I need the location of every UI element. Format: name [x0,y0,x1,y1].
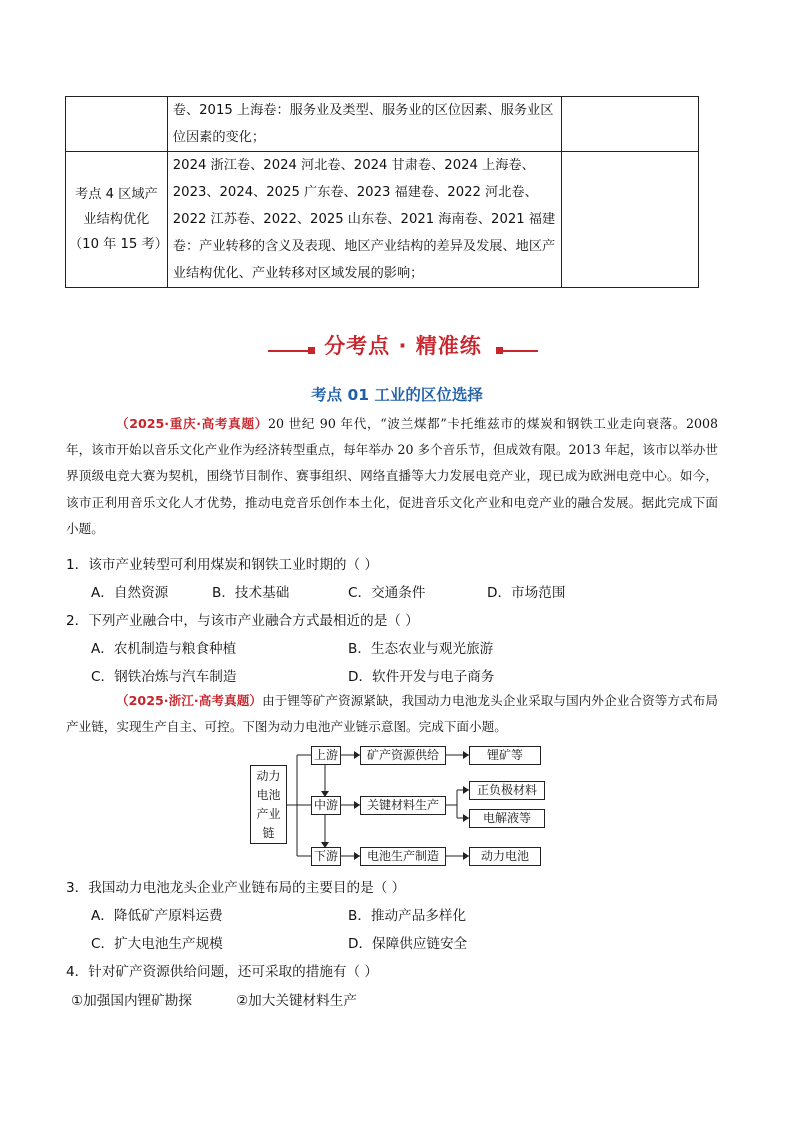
table-cell-content: 卷、2015 上海卷：服务业及类型、服务业的区位因素、服务业区位因素的变化； [167,97,561,152]
q2-option-c[interactable]: C．钢铁冶炼与汽车制造 [91,669,237,685]
topic-label: 业结构优化 [83,212,150,227]
q3-option-d[interactable]: D．保障供应链安全 [348,936,468,952]
battery-industry-chain-diagram [247,742,547,870]
diagram-node-battery-manufacturing: 电池生产制造 [360,847,446,866]
q3-option-c[interactable]: C．扩大电池生产规模 [91,936,223,952]
q1-option-d[interactable]: D．市场范围 [487,585,566,601]
diagram-node-mineral-supply: 矿产资源供给 [360,746,446,765]
source-tag: （2025·重庆·高考真题） [116,416,268,431]
question-1-stem: 1．该市产业转型可利用煤炭和钢铁工业时期的（ ） [66,557,379,573]
topic-frequency: （10 年 15 考） [69,237,168,252]
diagram-output-electrode: 正负极材料 [469,781,545,800]
table-cell-empty [561,97,698,152]
q1-option-a[interactable]: A．自然资源 [91,585,169,601]
passage-text: 由于锂等矿产资源紧缺，我国动力电池龙头企业采取与国内外企业合资等方式布局产业链，实现生产自主、可控。下图为动力电池产业链示意图。完成下面小题。 [66,693,718,735]
passage-2 [66,688,718,740]
passage-1 [66,411,718,542]
q2-option-a[interactable]: A．农机制造与粮食种植 [91,641,237,657]
diagram-upstream: 上游 [311,746,341,765]
source-tag: （2025·浙江·高考真题） [116,693,263,708]
question-2-stem: 2．下列产业融合中，与该市产业融合方式最相近的是（ ） [66,613,419,629]
table-row [66,97,699,152]
table-cell-topic [66,97,168,152]
decor-line-left [268,350,312,352]
question-4-stem: 4．针对矿产资源供给问题，还可采取的措施有（ ） [66,964,379,980]
q4-item-1: ①加强国内锂矿勘探 [71,993,192,1009]
decor-line-right [500,350,538,352]
table-cell-content: 2024 浙江卷、2024 河北卷、2024 甘肃卷、2024 上海卷、2023、2024、2025 广东卷、2023 福建卷、2022 河北卷、2022 江苏卷、2022、2025 山东卷、2021 海南卷、2021 福建卷：产业转移的含义及表现、地区产业结构的差异及发展、地区产业结构优化、产业转移对区域发展的影响； [167,152,561,288]
decor-square-left [308,347,315,354]
table-row [66,152,699,288]
topic-title: 考点 01 工业的区位选择 [311,386,483,404]
q2-option-d[interactable]: D．软件开发与电子商务 [348,669,495,685]
q4-item-2: ②加大关键材料生产 [236,993,357,1009]
q3-option-b[interactable]: B．推动产品多样化 [348,908,467,924]
diagram-output-lithium: 锂矿等 [469,746,541,765]
q3-option-a[interactable]: A．降低矿产原料运费 [91,908,223,924]
diagram-node-key-materials: 关键材料生产 [360,796,446,815]
exam-overview-table [65,96,699,288]
q1-option-c[interactable]: C．交通条件 [348,585,426,601]
q2-option-b[interactable]: B．生态农业与观光旅游 [348,641,494,657]
table-cell-topic [66,152,168,288]
topic-label: 考点 4 区域产 [75,187,158,202]
diagram-output-power-battery: 动力电池 [469,847,541,866]
diagram-output-electrolyte: 电解液等 [469,809,545,828]
section-title: 分考点 · 精准练 [324,334,482,358]
passage-text: 20 世纪 90 年代，“波兰煤都”卡托维兹市的煤炭和钢铁工业走向衰落。2008 年，该市开始以音乐文化产业作为经济转型重点，每年举办 20 多个音乐节，但成效有限。2013 年起，该市以举办世界顶级电竞大赛为契机，围绕节目制作、赛事组织、网络直播等大力发展电竞产业，现已成为欧洲电竞中心。如今，该市正利用音乐文化人才优势，推动电竞音乐创作本土化，促进音乐文化产业和电竞产业的融合发展。据此完成下面小题。 [66,416,718,536]
diagram-main-box: 动力电池产业链 [250,765,287,844]
table-cell-empty [561,152,698,288]
q1-option-b[interactable]: B．技术基础 [212,585,290,601]
question-3-stem: 3．我国动力电池龙头企业产业链布局的主要目的是（ ） [66,880,406,896]
diagram-midstream: 中游 [311,796,341,815]
section-heading [268,330,538,360]
diagram-downstream: 下游 [311,847,341,866]
